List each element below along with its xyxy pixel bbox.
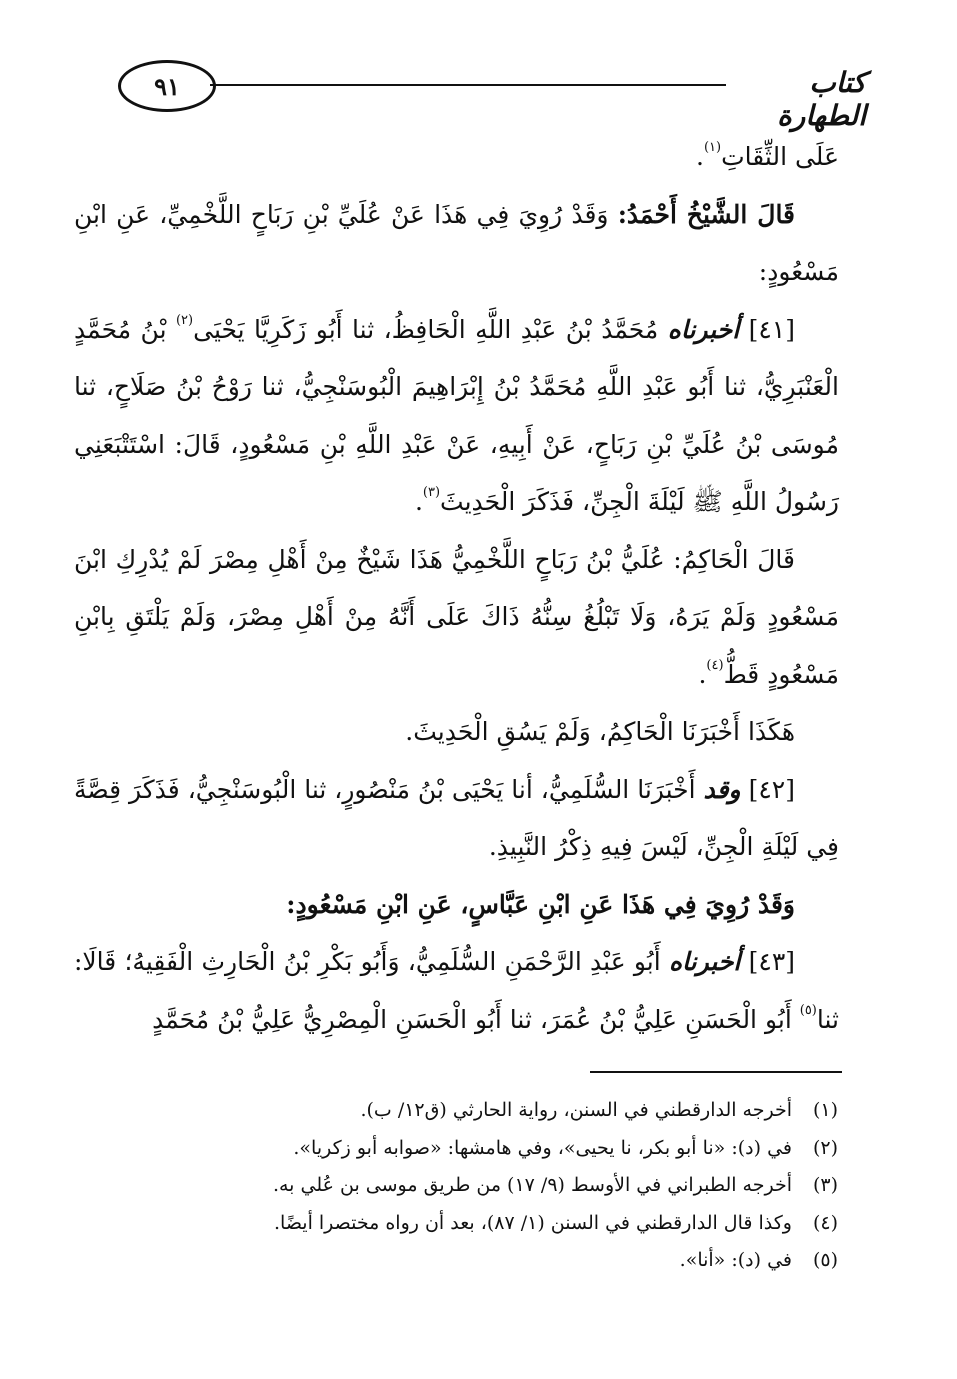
footnote-text: أخرجه الدارقطني في السنن، رواية الحارثي (ق١٢/ ب). — [360, 1099, 792, 1121]
hadith-41-number: [٤١] — [748, 314, 795, 344]
footnote-number: (١) — [812, 1099, 838, 1121]
hadith-41-text-a: مُحَمَّدُ بْنُ عَبْدِ اللَّهِ الْحَافِظُ، ثنا أَبُو زَكَرِيَّا يَحْيَى — [193, 314, 659, 344]
hadith-41-text-b: بْنُ مُحَمَّدٍ الْعَنْبَرِيُّ، ثنا أَبُو عَبْدِ اللَّهِ مُحَمَّدُ بْنُ إِبْرَاهِيمَ الْبُوسَنْجِيُّ، ثنا رَوْحُ بْنُ صَلَاحٍ، ثنا مُوسَى بْنُ عُلَيِّ بْنِ رَبَاحٍ، عَنْ أَبِيهِ، عَنْ عَبْدِ اللَّهِ بْنِ مَسْعُودٍ، قَالَ: اسْتَتْبَعَنِي رَسُولُ اللَّهِ ﷺ لَيْلَةَ الْجِنِّ، فَذَكَرَ الْحَدِيثَ — [74, 314, 839, 516]
paragraph-ibn-abbas-text: وَقَدْ رُوِيَ فِي هَذَا عَنِ ابْنِ عَبَّاسٍ، عَنِ ابْنِ مَسْعُودٍ: — [286, 889, 795, 919]
paragraph-1 — [74, 128, 839, 186]
page-header — [118, 60, 866, 132]
footnote-1 — [150, 1092, 838, 1130]
main-text — [74, 128, 839, 1048]
hadith-41-end: . — [414, 487, 423, 516]
hadith-42-text: أَخْبَرَنَا السُّلَمِيُّ، أنا يَحْيَى بْنُ مَنْصُورٍ، ثنا الْبُوسَنْجِيُّ، فَذَكَرَ قِصَّةً فِي لَيْلَةِ الْجِنِّ، لَيْسَ فِيهِ ذِكْرُ النَّبِيذِ. — [74, 774, 839, 861]
footnote-separator — [590, 1071, 842, 1073]
footnote-number: (٣) — [812, 1174, 838, 1196]
hadith-43-number: [٤٣] — [748, 947, 796, 976]
footnote-ref-4: (٤) — [706, 657, 724, 673]
hadith-43-lead: أخبرناه — [668, 947, 741, 976]
footnote-2 — [150, 1130, 838, 1168]
header-rule — [210, 84, 726, 86]
footnote-3 — [150, 1167, 838, 1205]
footnote-text: في (د): «أنا». — [679, 1249, 792, 1271]
hadith-42-number: [٤٢] — [748, 774, 795, 804]
footnote-ref-1: (١) — [703, 140, 722, 155]
chapter-title: كتاب الطهارة — [777, 66, 866, 132]
paragraph-hakim-text: قَالَ الْحَاكِمُ: عُلَيُّ بْنُ رَبَاحٍ اللَّخْمِيُّ هَذَا شَيْخٌ مِنْ أَهْلِ مِصْرَ لَمْ يُدْرِكِ ابْنَ مَسْعُودٍ وَلَمْ يَرَهُ، وَلَا تَبْلُغُ سِنُّهُ ذَاكَ عَلَى أَنَّهُ مِنْ أَهْلِ مِصْرَ، وَلَمْ يَلْتَقِ بِابْنِ مَسْعُودٍ قَطُّ — [74, 544, 839, 689]
paragraph-ibn-abbas — [74, 876, 839, 934]
hadith-41-lead: أخبرناه — [667, 314, 740, 344]
paragraph-1-text: عَلَى الثِّقَاتِ — [721, 142, 839, 171]
footnote-number: (٢) — [812, 1136, 838, 1159]
paragraph-2-lead: قَالَ الشَّيْخُ أَحْمَدُ: — [617, 199, 796, 229]
hadith-41 — [74, 301, 839, 531]
footnote-4 — [150, 1205, 838, 1243]
footnote-number: (٥) — [812, 1249, 838, 1271]
paragraph-hakim-end: . — [698, 659, 707, 689]
hadith-42-lead: وقد — [703, 774, 741, 804]
paragraph-hakim — [74, 531, 839, 704]
paragraph-2 — [74, 186, 839, 301]
footnote-5 — [150, 1242, 838, 1280]
footnote-number: (٤) — [812, 1211, 838, 1234]
footnote-text: في (د): «نا أبو بكر، نا يحيى»، وفي هامشها: «صوابه أبو زكريا». — [293, 1136, 792, 1159]
paragraph-hakadha — [74, 703, 839, 761]
footnotes — [150, 1092, 838, 1280]
footnote-text: وكذا قال الدارقطني في السنن (١/ ٨٧)، بعد أن رواه مختصرا أيضًا. — [273, 1211, 792, 1234]
hadith-43 — [74, 933, 839, 1048]
footnote-ref-5: (٥) — [799, 1002, 817, 1018]
hadith-43-text-b: أَبُو الْحَسَنِ عَلِيُّ بْنُ عُمَرَ، ثنا أَبُو الْحَسَنِ الْمِصْرِيُّ عَلِيُّ بْنُ مُحَمَّدٍ — [152, 1004, 792, 1034]
paragraph-1-end: . — [696, 142, 704, 171]
paragraph-hakadha-text: هَكَذَا أَخْبَرَنَا الْحَاكِمُ، وَلَمْ يَسُقِ الْحَدِيثَ. — [405, 717, 795, 746]
paragraph-2-text: وَقَدْ رُوِيَ فِي هَذَا عَنْ عُلَيِّ بْنِ رَبَاحٍ اللَّخْمِيِّ، عَنِ ابْنِ مَسْعُودٍ: — [74, 199, 839, 286]
hadith-43-text-a: أَبُو عَبْدِ الرَّحْمَنِ السُّلَمِيُّ، وَأَبُو بَكْرِ بْنُ الْحَارِثِ الْفَقِيهُ؛ قَالَا: ثنا — [74, 947, 839, 1034]
page-number: ٩١ — [118, 60, 216, 112]
footnote-ref-3: (٣) — [422, 485, 441, 500]
hadith-42 — [74, 761, 839, 876]
footnote-text: أخرجه الطبراني في الأوسط (٩/ ١٧) من طريق موسى بن عُلي به. — [272, 1174, 792, 1196]
footnote-ref-2: (٢) — [175, 312, 194, 328]
